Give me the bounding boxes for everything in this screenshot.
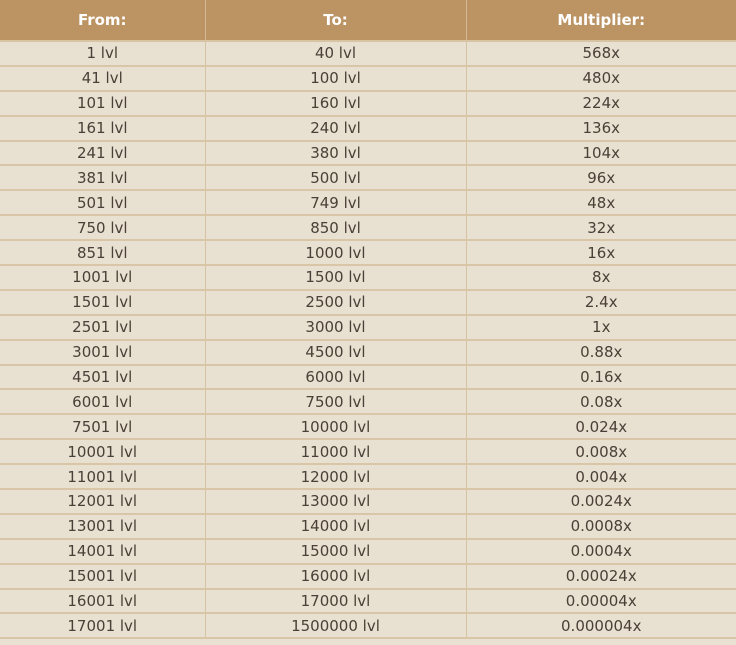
table-row xyxy=(0,439,736,464)
cell-to-level: 749 lvl xyxy=(205,190,466,215)
table-row xyxy=(0,41,736,66)
table-row xyxy=(0,514,736,539)
cell-to-level: 15000 lvl xyxy=(205,539,466,564)
cell-to-level: 4500 lvl xyxy=(205,340,466,365)
cell-to-level: 6000 lvl xyxy=(205,365,466,390)
cell-multiplier: 0.16x xyxy=(466,365,736,390)
table-row xyxy=(0,116,736,141)
cell-to-level: 7500 lvl xyxy=(205,389,466,414)
cell-from-level: 6001 lvl xyxy=(0,389,205,414)
cell-from-level: 750 lvl xyxy=(0,215,205,240)
table-row xyxy=(0,389,736,414)
table-row xyxy=(0,290,736,315)
table-row xyxy=(0,613,736,638)
cell-multiplier: 480x xyxy=(466,66,736,91)
cell-to-level: 100 lvl xyxy=(205,66,466,91)
table-header xyxy=(0,0,736,41)
cell-from-level: 381 lvl xyxy=(0,165,205,190)
cell-multiplier: 2.4x xyxy=(466,290,736,315)
table-row xyxy=(0,91,736,116)
cell-multiplier: 0.024x xyxy=(466,414,736,439)
cell-from-level: 1 lvl xyxy=(0,41,205,66)
cell-to-level: 16000 lvl xyxy=(205,564,466,589)
cell-to-level: 240 lvl xyxy=(205,116,466,141)
cell-multiplier: 96x xyxy=(466,165,736,190)
cell-from-level: 161 lvl xyxy=(0,116,205,141)
cell-multiplier: 48x xyxy=(466,190,736,215)
cell-multiplier: 0.008x xyxy=(466,439,736,464)
cell-multiplier: 0.00004x xyxy=(466,589,736,614)
cell-multiplier: 0.004x xyxy=(466,464,736,489)
table-row xyxy=(0,215,736,240)
cell-from-level: 12001 lvl xyxy=(0,489,205,514)
cell-from-level: 11001 lvl xyxy=(0,464,205,489)
cell-from-level: 15001 lvl xyxy=(0,564,205,589)
table-row xyxy=(0,464,736,489)
cell-from-level: 7501 lvl xyxy=(0,414,205,439)
cell-multiplier: 1x xyxy=(466,315,736,340)
cell-from-level: 4501 lvl xyxy=(0,365,205,390)
cell-from-level: 13001 lvl xyxy=(0,514,205,539)
cell-from-level: 16001 lvl xyxy=(0,589,205,614)
cell-from-level: 17001 lvl xyxy=(0,613,205,638)
header-multiplier: Multiplier: xyxy=(466,0,736,41)
cell-from-level: 10001 lvl xyxy=(0,439,205,464)
table-row xyxy=(0,165,736,190)
table-row xyxy=(0,240,736,265)
cell-multiplier: 0.0024x xyxy=(466,489,736,514)
cell-from-level: 2501 lvl xyxy=(0,315,205,340)
cell-multiplier: 0.0004x xyxy=(466,539,736,564)
cell-to-level: 11000 lvl xyxy=(205,439,466,464)
table-row xyxy=(0,66,736,91)
table-row xyxy=(0,589,736,614)
table-row xyxy=(0,564,736,589)
cell-multiplier: 104x xyxy=(466,141,736,166)
cell-from-level: 3001 lvl xyxy=(0,340,205,365)
cell-multiplier: 0.0008x xyxy=(466,514,736,539)
cell-from-level: 1001 lvl xyxy=(0,265,205,290)
table-row xyxy=(0,315,736,340)
cell-multiplier: 568x xyxy=(466,41,736,66)
cell-multiplier: 0.000004x xyxy=(466,613,736,638)
cell-to-level: 10000 lvl xyxy=(205,414,466,439)
cell-multiplier: 0.00024x xyxy=(466,564,736,589)
cell-from-level: 1501 lvl xyxy=(0,290,205,315)
cell-from-level: 501 lvl xyxy=(0,190,205,215)
cell-multiplier: 16x xyxy=(466,240,736,265)
cell-multiplier: 136x xyxy=(466,116,736,141)
table-row xyxy=(0,539,736,564)
cell-from-level: 41 lvl xyxy=(0,66,205,91)
cell-multiplier: 0.08x xyxy=(466,389,736,414)
cell-to-level: 14000 lvl xyxy=(205,514,466,539)
header-to: To: xyxy=(205,0,466,41)
cell-to-level: 40 lvl xyxy=(205,41,466,66)
table-row xyxy=(0,141,736,166)
cell-to-level: 1500 lvl xyxy=(205,265,466,290)
cell-to-level: 13000 lvl xyxy=(205,489,466,514)
table-row xyxy=(0,190,736,215)
cell-from-level: 241 lvl xyxy=(0,141,205,166)
cell-to-level: 1000 lvl xyxy=(205,240,466,265)
cell-multiplier: 8x xyxy=(466,265,736,290)
cell-from-level: 101 lvl xyxy=(0,91,205,116)
cell-to-level: 1500000 lvl xyxy=(205,613,466,638)
cell-from-level: 851 lvl xyxy=(0,240,205,265)
cell-to-level: 380 lvl xyxy=(205,141,466,166)
cell-multiplier: 224x xyxy=(466,91,736,116)
cell-multiplier: 0.88x xyxy=(466,340,736,365)
header-from: From: xyxy=(0,0,205,41)
table-body xyxy=(0,41,736,638)
header-row xyxy=(0,0,736,41)
table-row xyxy=(0,489,736,514)
cell-to-level: 500 lvl xyxy=(205,165,466,190)
table-row xyxy=(0,365,736,390)
cell-from-level: 14001 lvl xyxy=(0,539,205,564)
table-row xyxy=(0,265,736,290)
cell-to-level: 2500 lvl xyxy=(205,290,466,315)
cell-multiplier: 32x xyxy=(466,215,736,240)
table-row xyxy=(0,414,736,439)
table-row xyxy=(0,340,736,365)
cell-to-level: 850 lvl xyxy=(205,215,466,240)
cell-to-level: 3000 lvl xyxy=(205,315,466,340)
cell-to-level: 12000 lvl xyxy=(205,464,466,489)
cell-to-level: 160 lvl xyxy=(205,91,466,116)
cell-to-level: 17000 lvl xyxy=(205,589,466,614)
